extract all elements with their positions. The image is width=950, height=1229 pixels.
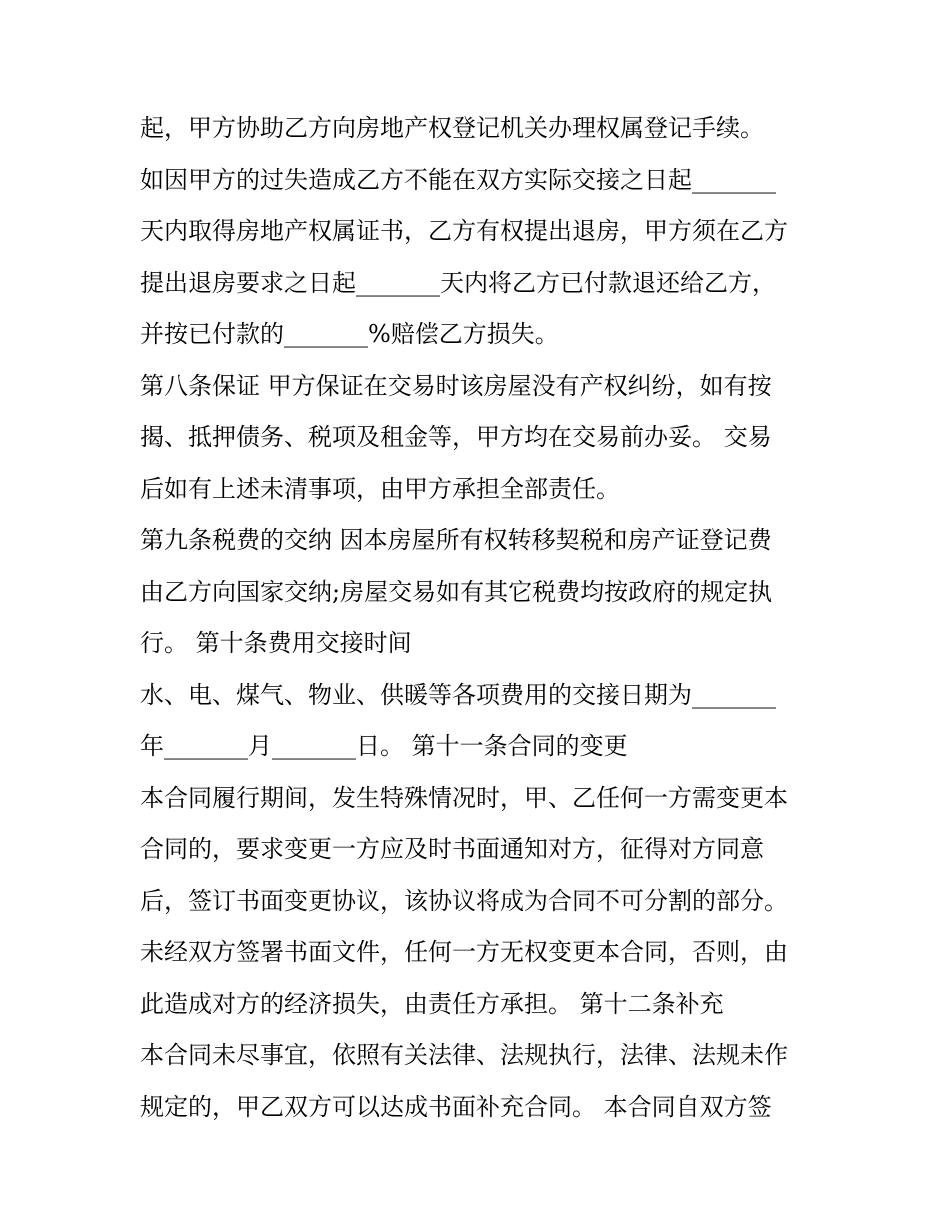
text-line: 本合同未尽事宜，依照有关法律、法规执行，法律、法规未作 (140, 1041, 788, 1069)
text-line: 由乙方向国家交纳;房屋交易如有其它税费均按政府的规定执 (140, 578, 773, 606)
text-line: 第八条保证 甲方保证在交易时该房屋没有产权纠纷，如有按 (140, 372, 772, 400)
text-line: 并按已付款的_______%赔偿乙方损失。 (140, 320, 559, 348)
text-line: 水、电、煤气、物业、供暖等各项费用的交接日期为_______ (140, 681, 776, 709)
text-line: 合同的，要求变更一方应及时书面通知对方，征得对方同意 (140, 835, 764, 863)
text-line: 后如有上述未清事项，由甲方承担全部责任。 (140, 475, 620, 503)
text-line: 未经双方签署书面文件，任何一方无权变更本合同，否则，由 (140, 938, 788, 966)
text-line: 年_______月_______日。 第十一条合同的变更 (140, 732, 628, 760)
text-line: 天内取得房地产权属证书，乙方有权提出退房，甲方须在乙方 (140, 217, 788, 245)
text-line: 如因甲方的过失造成乙方不能在双方实际交接之日起_______ (140, 166, 776, 194)
text-line: 揭、抵押债务、税项及租金等，甲方均在交易前办妥。 交易 (140, 423, 772, 451)
text-line: 规定的，甲乙双方可以达成书面补充合同。 本合同自双方签 (140, 1093, 772, 1121)
text-line: 起，甲方协助乙方向房地产权登记机关办理权属登记手续。 (140, 114, 764, 142)
text-line: 第九条税费的交纳 因本房屋所有权转移契税和房产证登记费 (140, 526, 772, 554)
text-line: 后，签订书面变更协议，该协议将成为合同不可分割的部分。 (140, 887, 788, 915)
text-line: 本合同履行期间，发生特殊情况时，甲、乙任何一方需变更本 (140, 784, 788, 812)
text-line: 此造成对方的经济损失，由责任方承担。 第十二条补充 (140, 990, 724, 1018)
text-line: 行。 第十条费用交接时间 (140, 629, 412, 657)
text-line: 提出退房要求之日起_______天内将乙方已付款退还给乙方， (140, 269, 776, 297)
